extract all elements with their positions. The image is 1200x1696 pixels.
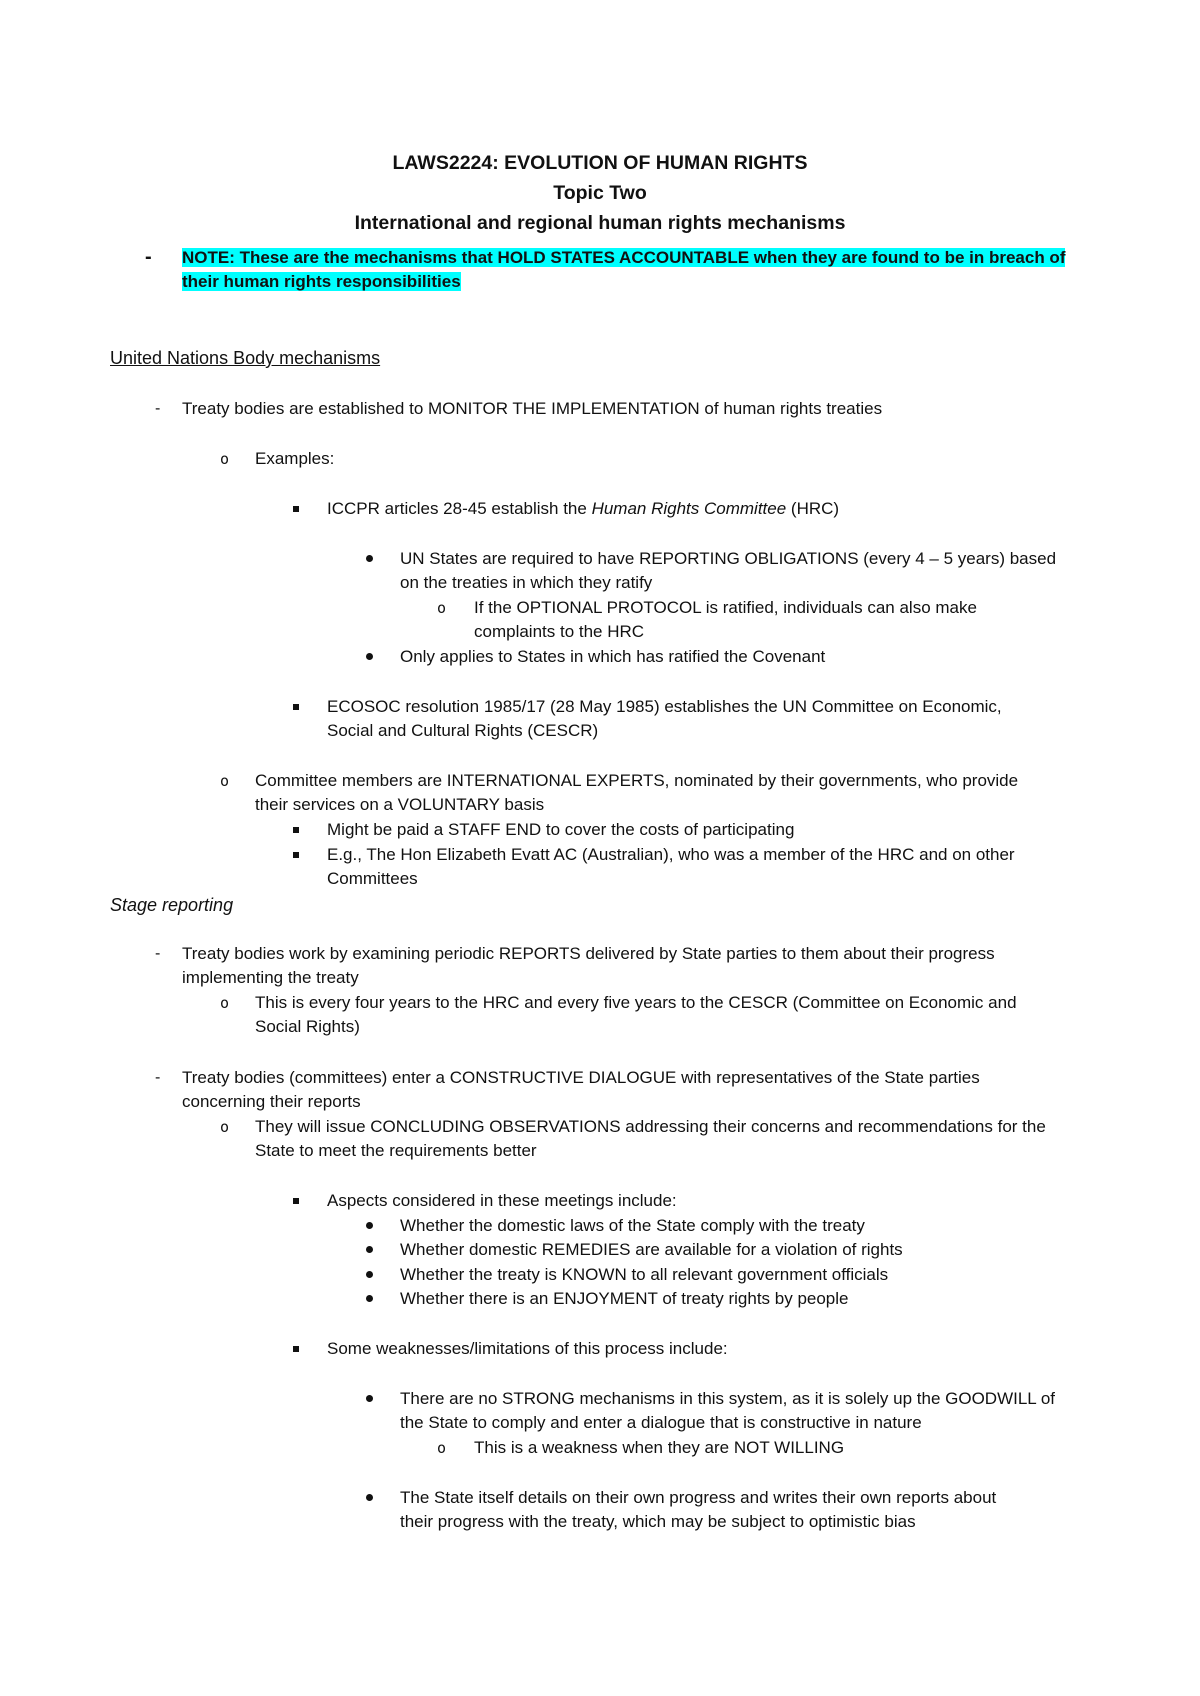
- ecosoc-line-1: ECOSOC resolution 1985/17 (28 May 1985) establishes the UN Committee on Economic,: [327, 697, 1002, 716]
- ecosoc-line-2: Social and Cultural Rights (CESCR): [327, 721, 599, 740]
- square-bullet: [293, 1337, 299, 1361]
- square-bullet: [293, 695, 299, 719]
- section-heading-un-mechanisms: United Nations Body mechanisms: [110, 348, 381, 368]
- not-willing-text: This is a weakness when they are NOT WILLING: [474, 1438, 845, 1457]
- reporting-frequency-line-1: This is every four years to the HRC and every five years to the CESCR (Committee on Economic and: [255, 993, 1017, 1012]
- un-states-line-2: on the treaties in which they ratify: [400, 573, 653, 592]
- committee-members-line-2: their services on a VOLUNTARY basis: [255, 795, 545, 814]
- dialogue-line-2: concerning their reports: [182, 1092, 361, 1111]
- circle-bullet: o: [437, 1439, 447, 1457]
- round-bullet: [366, 547, 373, 571]
- concluding-observations-line-1: They will issue CONCLUDING OBSERVATIONS addressing their concerns and recommendations for the: [255, 1117, 1046, 1136]
- evatt-line-1: E.g., The Hon Elizabeth Evatt AC (Australian), who was a member of the HRC and on other: [327, 845, 1015, 864]
- weaknesses-label: Some weaknesses/limitations of this process include:: [327, 1339, 728, 1358]
- iccpr-text: ICCPR articles 28-45 establish the Human Rights Committee (HRC): [327, 499, 840, 518]
- aspect-item: Whether there is an ENJOYMENT of treaty rights by people: [400, 1289, 849, 1308]
- circle-bullet: o: [220, 1118, 230, 1136]
- committee-members-line-1: Committee members are INTERNATIONAL EXPERTS, nominated by their governments, who provide: [255, 771, 1019, 790]
- reporting-frequency-line-2: Social Rights): [255, 1017, 360, 1036]
- round-bullet: [366, 1287, 373, 1311]
- weakness-goodwill-line-1: There are no STRONG mechanisms in this system, as it is solely up the GOODWILL of: [400, 1389, 1056, 1408]
- document-title: [0, 148, 1200, 238]
- square-bullet: [293, 1189, 299, 1213]
- round-bullet: [366, 1263, 373, 1287]
- weakness-goodwill-line-2: the State to comply and enter a dialogue that is constructive in nature: [400, 1413, 922, 1432]
- circle-bullet: o: [220, 994, 230, 1012]
- dash-bullet: -: [155, 1069, 161, 1086]
- treaty-work-line-2: implementing the treaty: [182, 968, 359, 987]
- circle-bullet: o: [437, 599, 447, 617]
- staff-end-text: Might be paid a STAFF END to cover the costs of participating: [327, 820, 795, 839]
- section-heading-stage-reporting: Stage reporting: [110, 895, 234, 915]
- note-line-2: their human rights responsibilities: [182, 272, 461, 291]
- evatt-line-2: Committees: [327, 869, 418, 888]
- aspects-label: Aspects considered in these meetings include:: [327, 1191, 677, 1210]
- examples-label: Examples:: [255, 449, 335, 468]
- dash-bullet: -: [155, 400, 161, 417]
- round-bullet: [366, 1387, 373, 1411]
- round-bullet: [366, 1214, 373, 1238]
- course-title: LAWS2224: EVOLUTION OF HUMAN RIGHTS: [392, 152, 808, 174]
- weakness-self-report-line-1: The State itself details on their own progress and writes their own reports about: [400, 1488, 997, 1507]
- treaty-work-line-1: Treaty bodies work by examining periodic REPORTS delivered by State parties to them about their progress: [182, 944, 995, 963]
- round-bullet: [366, 1238, 373, 1262]
- square-bullet: [293, 843, 299, 867]
- round-bullet: [366, 1486, 373, 1510]
- note-line-1: NOTE: These are the mechanisms that HOLD STATES ACCOUNTABLE when they are found to be in breach of: [182, 248, 1066, 267]
- concluding-observations-line-2: State to meet the requirements better: [255, 1141, 537, 1160]
- aspect-item: Whether the domestic laws of the State comply with the treaty: [400, 1216, 865, 1235]
- optional-protocol-line-1: If the OPTIONAL PROTOCOL is ratified, individuals can also make: [474, 598, 977, 617]
- aspect-item: Whether domestic REMEDIES are available for a violation of rights: [400, 1240, 903, 1259]
- topic-title: Topic Two: [553, 182, 647, 204]
- optional-protocol-line-2: complaints to the HRC: [474, 622, 645, 641]
- only-applies-text: Only applies to States in which has ratified the Covenant: [400, 647, 826, 666]
- dialogue-line-1: Treaty bodies (committees) enter a CONSTRUCTIVE DIALOGUE with representatives of the State parties: [182, 1068, 980, 1087]
- square-bullet: [293, 818, 299, 842]
- note-bullet: -: [145, 246, 152, 268]
- weakness-self-report-line-2: their progress with the treaty, which may be subject to optimistic bias: [400, 1512, 916, 1531]
- circle-bullet: o: [220, 450, 230, 468]
- aspect-item: Whether the treaty is KNOWN to all relevant government officials: [400, 1265, 889, 1284]
- topic-subtitle: International and regional human rights mechanisms: [354, 212, 846, 234]
- dash-bullet: -: [155, 945, 161, 962]
- round-bullet: [366, 645, 373, 669]
- treaty-bodies-text: Treaty bodies are established to MONITOR THE IMPLEMENTATION of human rights treaties: [182, 399, 883, 418]
- square-bullet: [293, 497, 299, 521]
- circle-bullet: o: [220, 772, 230, 790]
- un-states-line-1: UN States are required to have REPORTING OBLIGATIONS (every 4 – 5 years) based: [400, 549, 1057, 568]
